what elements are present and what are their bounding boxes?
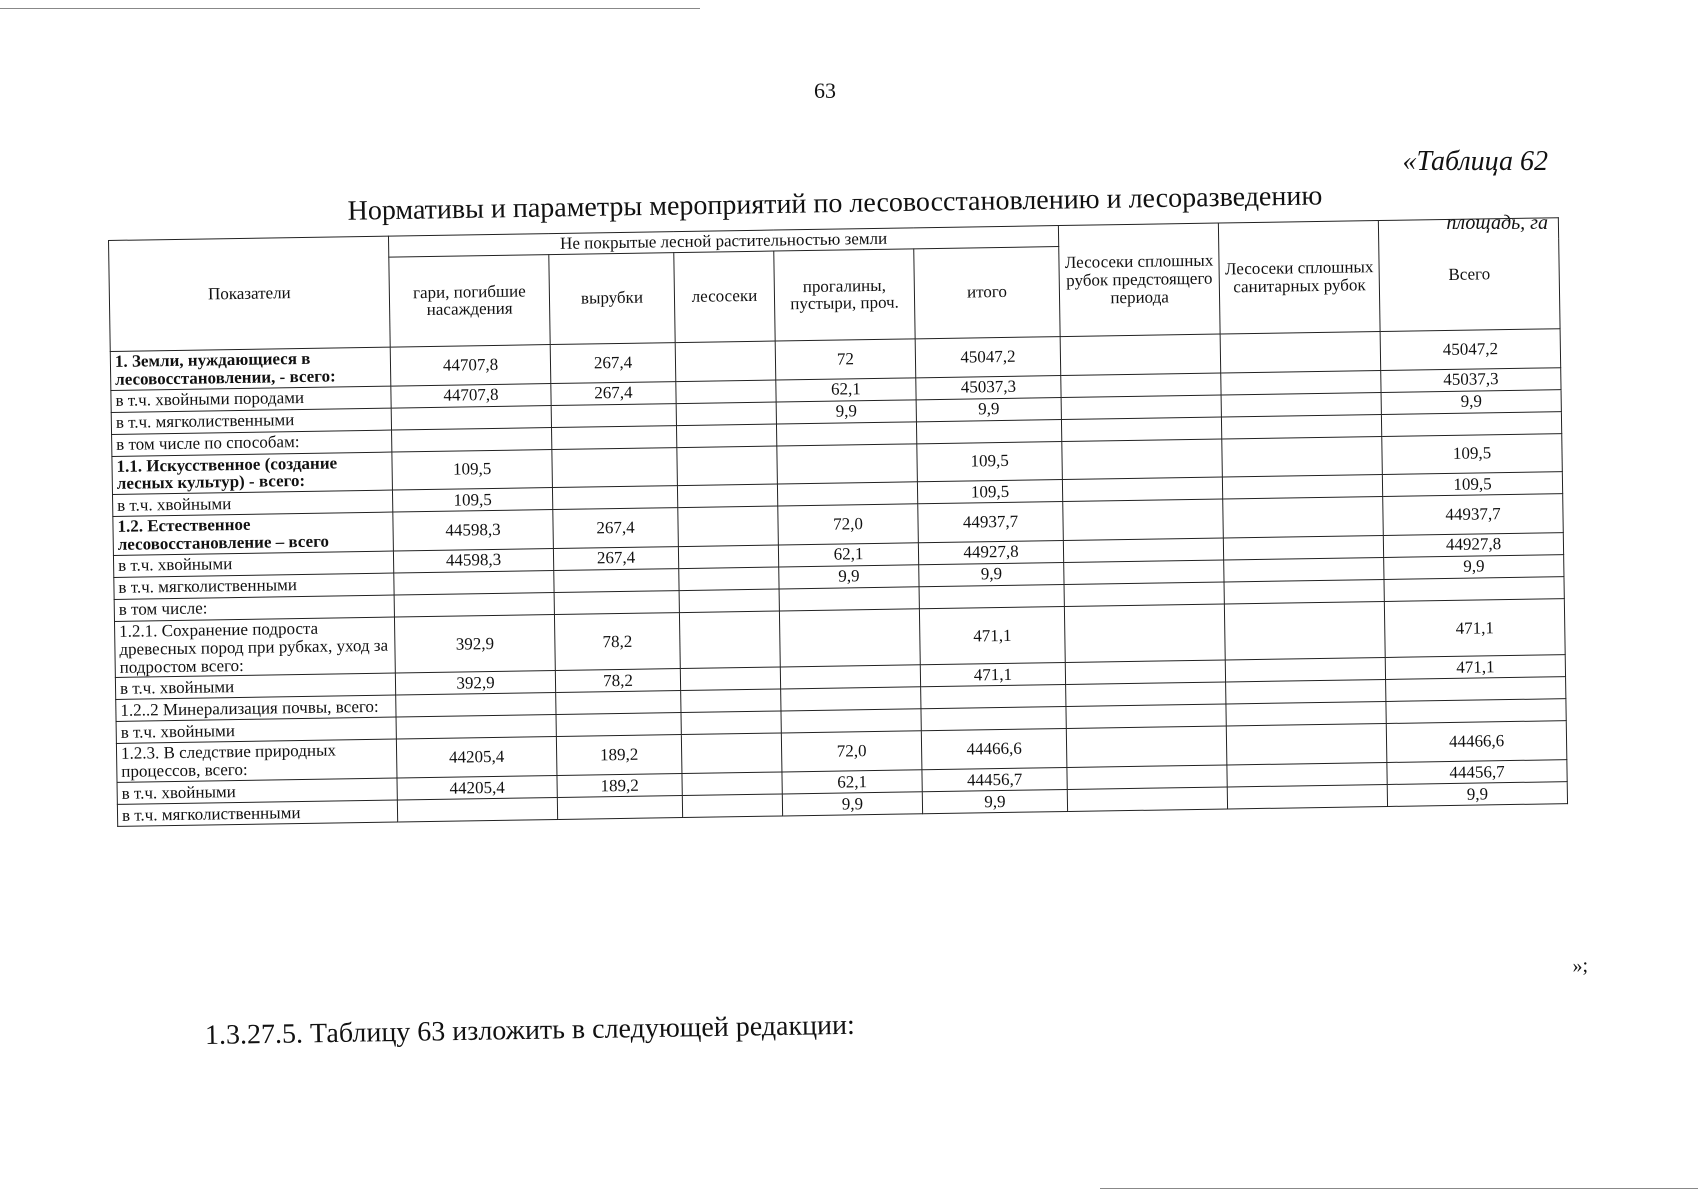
- table-cell: [1066, 682, 1226, 707]
- table-title: Нормативы и параметры мероприятий по лесовосстановлению и лесоразведению: [347, 180, 1323, 227]
- table-cell: [1060, 334, 1221, 375]
- page-number: 63: [814, 78, 836, 103]
- table-cell: [1062, 439, 1223, 480]
- table-cell: 9,9: [922, 790, 1067, 814]
- table-cell: [1226, 724, 1387, 765]
- table-cell: [1221, 370, 1381, 395]
- table-cell: [554, 568, 679, 592]
- table-cell: 45047,2: [915, 336, 1061, 377]
- table-cell: [1066, 704, 1226, 729]
- table-cell: [1223, 535, 1383, 560]
- row-label: в т.ч. хвойными: [113, 551, 393, 577]
- table-cell: [676, 380, 776, 404]
- table-cell: [1381, 411, 1561, 436]
- table-cell: [551, 403, 676, 427]
- table-cell: [556, 691, 681, 715]
- table-cell: [552, 447, 678, 488]
- table-cell: 267,4: [553, 546, 678, 570]
- table-cell: 189,2: [556, 735, 682, 776]
- table-cell: [675, 341, 776, 381]
- table-cell: [1065, 660, 1225, 685]
- table-cell: [1224, 557, 1384, 582]
- table-cell: 44466,6: [1386, 721, 1567, 763]
- table-cell: 44937,7: [918, 502, 1064, 543]
- table-cell: [1062, 477, 1222, 502]
- table-cell: 392,9: [395, 671, 555, 696]
- table-cell: 471,1: [1384, 599, 1565, 658]
- table-cell: [1061, 417, 1221, 442]
- table-body: [110, 329, 1567, 827]
- table-cell: 44707,8: [390, 344, 551, 385]
- table-cell: 9,9: [1387, 782, 1567, 807]
- table-container: [108, 217, 1567, 827]
- table-cell: [679, 567, 779, 591]
- table-cell: 72,0: [781, 731, 922, 772]
- table-cell: [682, 794, 782, 818]
- table-cell: 44456,7: [922, 768, 1067, 792]
- table-cell: 189,2: [557, 774, 682, 798]
- table-cell: 471,1: [1385, 655, 1565, 680]
- table-cell: [678, 545, 778, 569]
- table-cell: 9,9: [776, 399, 916, 423]
- table-cell: [1067, 787, 1227, 812]
- table-cell: [1221, 414, 1381, 439]
- table-cell: 9,9: [782, 792, 922, 816]
- table-cell: 72: [775, 339, 916, 380]
- table-cell: [397, 798, 557, 823]
- row-label: в т.ч. хвойными: [113, 490, 393, 516]
- table-cell: [556, 713, 681, 737]
- table-cell: [551, 425, 676, 449]
- table-cell: 44598,3: [393, 510, 554, 551]
- table-cell: [554, 590, 679, 614]
- header-upcoming-logging: Лесосеки сплошных рубок предстоящего периода: [1058, 223, 1220, 336]
- table-cell: [396, 693, 556, 718]
- table-cell: 44707,8: [391, 383, 551, 408]
- table-cell: 267,4: [550, 342, 676, 383]
- row-label: в т.ч. хвойными: [117, 778, 397, 804]
- row-label: 1.2.1. Сохранение подроста древесных пород при рубках, уход за подростом всего:: [114, 617, 395, 678]
- table-cell: 44937,7: [1383, 494, 1564, 536]
- table-cell: 62,1: [778, 543, 918, 567]
- table-cell: [1226, 702, 1386, 727]
- table-cell: [678, 506, 779, 546]
- table-cell: [921, 707, 1066, 731]
- table-cell: [557, 796, 682, 820]
- table-cell: [1222, 436, 1383, 477]
- header-uncovered-lands: Не покрытые лесной растительностью земли: [388, 226, 1058, 257]
- table-cell: 78,2: [554, 612, 680, 670]
- table-cell: [394, 592, 554, 617]
- table-cell: [1225, 658, 1385, 683]
- table-cell: [780, 665, 920, 689]
- table-cell: [676, 402, 776, 426]
- table-cell: [392, 427, 552, 452]
- table-cell: 109,5: [392, 449, 553, 490]
- table-cell: [677, 446, 778, 486]
- row-label: в т.ч. хвойными породами: [111, 386, 391, 412]
- row-label: в т.ч. хвойными: [115, 673, 395, 699]
- table-cell: [1064, 560, 1224, 585]
- header-total: Всего: [1378, 218, 1560, 332]
- table-cell: 267,4: [553, 508, 679, 549]
- table-reference: «Таблица 62: [1402, 146, 1548, 177]
- table-cell: 471,1: [919, 606, 1065, 665]
- row-label: 1.2. Естественное лесовосстановление – всего: [113, 512, 394, 555]
- table-cell: [1064, 604, 1225, 663]
- table-cell: [679, 611, 780, 669]
- table-cell: [1226, 680, 1386, 705]
- table-cell: 45037,3: [1381, 367, 1561, 392]
- forest-restoration-table: [108, 217, 1568, 827]
- table-cell: 44466,6: [921, 729, 1067, 770]
- table-cell: [552, 486, 677, 510]
- table-cell: [1066, 726, 1227, 767]
- row-label: 1. Земли, нуждающиеся в лесовосстановлении, - всего:: [110, 347, 391, 390]
- header-glades: прогалины, пустыри, проч.: [774, 249, 915, 341]
- table-cell: 267,4: [551, 381, 676, 405]
- row-label: в т.ч. мягколиственными: [111, 408, 391, 434]
- table-cell: [1064, 582, 1224, 607]
- table-cell: 62,1: [776, 377, 916, 401]
- table-cell: [777, 482, 917, 506]
- table-cell: 78,2: [555, 669, 680, 693]
- header-logging-sites: лесосеки: [674, 251, 775, 343]
- table-cell: [1061, 395, 1221, 420]
- table-cell: 109,5: [392, 488, 552, 513]
- table-cell: [1224, 601, 1385, 660]
- header-clearings: вырубки: [549, 252, 675, 344]
- table-cell: [1227, 763, 1387, 788]
- table-cell: 109,5: [917, 480, 1062, 504]
- instruction-text: 1.3.27.5. Таблицу 63 изложить в следующей редакции:: [204, 1009, 856, 1051]
- scan-edge-top: [0, 8, 700, 9]
- table-cell: [396, 715, 556, 740]
- table-cell: [777, 443, 918, 484]
- table-cell: [1067, 765, 1227, 790]
- table-cell: [1386, 677, 1566, 702]
- header-burned: гари, погибшие насаждения: [389, 254, 550, 347]
- row-label: в т.ч. мягколиственными: [114, 573, 394, 599]
- table-cell: 109,5: [1382, 433, 1563, 475]
- table-cell: [1222, 475, 1382, 500]
- header-sanitary-logging: Лесосеки сплошных санитарных рубок: [1218, 221, 1380, 334]
- table-cell: [916, 419, 1061, 443]
- table-cell: [779, 587, 919, 611]
- row-label: в т.ч. мягколиственными: [117, 800, 397, 826]
- scan-edge-bottom: [1100, 1188, 1698, 1189]
- table-cell: [681, 711, 781, 735]
- table-cell: [394, 570, 554, 595]
- table-cell: 62,1: [782, 770, 922, 794]
- table-cell: [680, 667, 780, 691]
- table-cell: 44456,7: [1387, 760, 1567, 785]
- table-cell: [781, 687, 921, 711]
- table-cell: [1063, 538, 1223, 563]
- table-cell: [921, 685, 1066, 709]
- table-cell: [1386, 699, 1566, 724]
- table-cell: [1063, 499, 1224, 540]
- table-cell: 45037,3: [916, 375, 1061, 399]
- table-cell: [779, 609, 920, 668]
- table-cell: 9,9: [1384, 555, 1564, 580]
- table-cell: [1061, 373, 1221, 398]
- table-cell: [681, 689, 781, 713]
- row-label: в том числе:: [114, 595, 394, 621]
- table-cell: 109,5: [917, 441, 1063, 482]
- table-cell: 44598,3: [393, 548, 553, 573]
- table-cell: 9,9: [916, 397, 1061, 421]
- table-cell: 9,9: [919, 562, 1064, 586]
- row-label: 1.2.3. В следствие природных процессов, всего:: [116, 739, 397, 782]
- table-cell: [682, 772, 782, 796]
- row-label: 1.1. Искусственное (создание лесных культур) - всего:: [112, 452, 393, 495]
- table-cell: 44927,8: [1383, 533, 1563, 558]
- table-cell: [1384, 577, 1564, 602]
- table-cell: 44927,8: [918, 540, 1063, 564]
- table-cell: [1224, 579, 1384, 604]
- table-cell: 45047,2: [1380, 329, 1561, 371]
- table-cell: [681, 733, 782, 773]
- table-cell: 471,1: [920, 663, 1065, 687]
- table-cell: [919, 584, 1064, 608]
- header-indicators: Показатели: [109, 236, 391, 351]
- unit-label: площадь, га: [1446, 212, 1548, 234]
- table-cell: 109,5: [1382, 472, 1562, 497]
- row-label: в том числе по способам:: [112, 430, 392, 456]
- table-cell: [1221, 392, 1381, 417]
- closing-quote: »;: [1572, 955, 1588, 977]
- table-cell: 9,9: [1381, 389, 1561, 414]
- header-subtotal: итого: [914, 246, 1060, 338]
- table-cell: [676, 424, 776, 448]
- table-cell: 72,0: [778, 504, 919, 545]
- row-label: в т.ч. хвойными: [116, 717, 396, 743]
- table-cell: [391, 405, 551, 430]
- table-cell: [781, 709, 921, 733]
- table-cell: [677, 484, 777, 508]
- table-cell: 9,9: [779, 565, 919, 589]
- table-cell: 44205,4: [397, 776, 557, 801]
- table-cell: [1220, 331, 1381, 372]
- table-cell: [679, 589, 779, 613]
- table-cell: [1223, 497, 1384, 538]
- table-cell: 392,9: [394, 614, 555, 673]
- row-label: 1.2..2 Минерализация почвы, всего:: [116, 695, 396, 721]
- table-cell: [1227, 785, 1387, 810]
- table-cell: [776, 421, 916, 445]
- table-cell: 44205,4: [396, 737, 557, 778]
